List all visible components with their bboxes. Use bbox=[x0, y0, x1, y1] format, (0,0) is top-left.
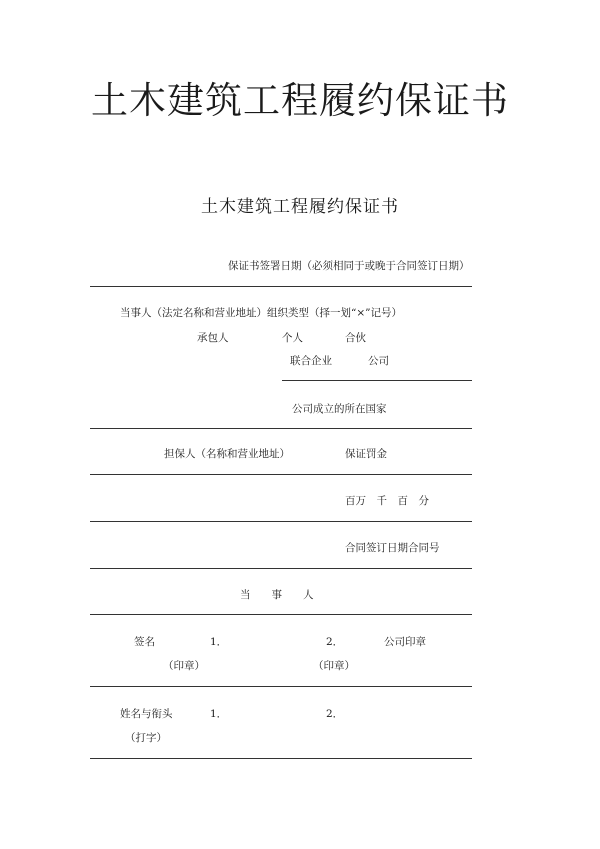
divider bbox=[90, 521, 472, 522]
guarantor-label: 担保人（名称和营业地址） bbox=[164, 448, 290, 460]
party-label: 当事人（法定名称和营业地址）组织类型（择一划“×”记号） bbox=[120, 307, 403, 319]
name-title-num-2: 2． bbox=[326, 708, 344, 720]
org-type-joint-venture: 联合企业 bbox=[290, 355, 332, 367]
divider bbox=[90, 568, 472, 569]
parties-heading: 当 事 人 bbox=[240, 589, 314, 601]
name-title-label: 姓名与衔头 bbox=[120, 708, 173, 720]
org-type-partnership: 合伙 bbox=[345, 332, 366, 344]
org-type-contractor: 承包人 bbox=[197, 332, 229, 344]
signature-label: 签名 bbox=[134, 636, 155, 648]
main-title: 土木建筑工程履约保证书 bbox=[91, 79, 509, 122]
divider bbox=[90, 614, 472, 615]
name-title-num-1: 1． bbox=[210, 708, 228, 720]
signature-num-2: 2． bbox=[326, 636, 344, 648]
sub-title: 土木建筑工程履约保证书 bbox=[201, 197, 399, 217]
divider bbox=[90, 286, 472, 287]
signature-num-1: 1． bbox=[210, 636, 228, 648]
org-type-company: 公司 bbox=[368, 355, 389, 367]
contract-date-label: 合同签订日期合同号 bbox=[345, 542, 440, 554]
amount-units: 百万 千 百 分 bbox=[345, 495, 429, 507]
penalty-label: 保证罚金 bbox=[345, 448, 387, 460]
divider bbox=[90, 474, 472, 475]
sign-date-label: 保证书签署日期（必须相同于或晚于合同签订日期） bbox=[228, 260, 470, 272]
name-title-sub-label: （打字） bbox=[125, 732, 167, 744]
seal-label-2: （印章） bbox=[313, 660, 355, 672]
divider bbox=[282, 380, 472, 381]
divider bbox=[90, 686, 472, 687]
seal-label-1: （印章） bbox=[163, 660, 205, 672]
company-seal-label: 公司印章 bbox=[384, 636, 426, 648]
divider bbox=[90, 758, 472, 759]
company-country-label: 公司成立的所在国家 bbox=[292, 403, 387, 415]
divider bbox=[90, 428, 472, 429]
org-type-individual: 个人 bbox=[282, 332, 303, 344]
